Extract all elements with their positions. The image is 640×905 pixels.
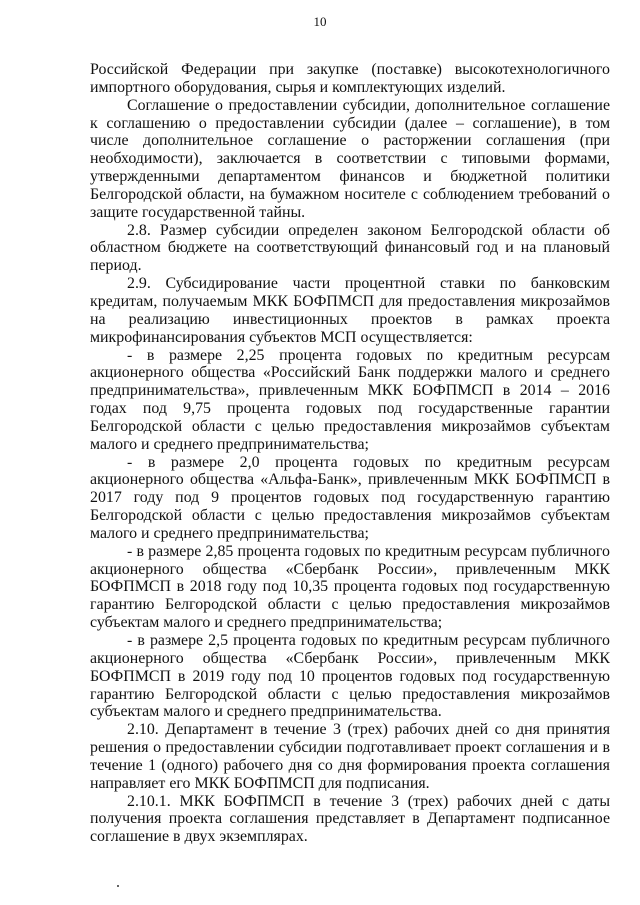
list-item-sber-2019: - в размере 2,5 процента годовых по кредитным ресурсам публичного акционерного общества «Сбербанк России», привлеченным МКК БОФПМСП в 2019 году под 10 процентов годовых под государственную гарантию Белгородской области с целью предоставления микрозаймов субъектам малого и среднего предпринимательства.: [90, 632, 610, 721]
paragraph-2-9: 2.9. Субсидирование части процентной ставки по банковским кредитам, получаемым МКК БОФПМСП для предоставления микрозаймов на реализацию инвестиционных проектов в рамках проекта микрофинансирования субъектов МСП осуществляется:: [90, 275, 610, 346]
paragraph-2-8: 2.8. Размер субсидии определен законом Белгородской области об областном бюджете на соответствующий финансовый год и на плановый период.: [90, 221, 610, 275]
paragraph-continuation: Российской Федерации при закупке (поставке) высокотехнологичного импортного оборудования, сырья и комплектующих изделий.: [90, 61, 610, 96]
paragraph-2-10: 2.10. Департамент в течение 3 (трех) рабочих дней со дня принятия решения о предоставлении субсидии подготавливает проект соглашения и в течение 1 (одного) рабочего дня со дня формирования проекта соглашения направляет его МКК БОФПМСП для подписания.: [90, 721, 610, 792]
list-item-rsb: - в размере 2,25 процента годовых по кредитным ресурсам акционерного общества «Российский Банк поддержки малого и среднего предпринимательства», привлеченным МКК БОФПМСП в 2014 – 2016 годах под 9,75 процента годовых под государственные гарантии Белгородской области с целью предоставления микрозаймов субъектам малого и среднего предпринимательства;: [90, 346, 610, 453]
scan-speck: [117, 885, 119, 887]
list-item-alfa: - в размере 2,0 процента годовых по кредитным ресурсам акционерного общества «Альфа-Банк», привлеченным МКК БОФПМСП в 2017 году под 9 процентов годовых под государственную гарантию Белгородской области с целью предоставления микрозаймов субъектам малого и среднего предпринимательства;: [90, 453, 610, 542]
list-item-sber-2018: - в размере 2,85 процента годовых по кредитным ресурсам публичного акционерного общества «Сбербанк России», привлеченным МКК БОФПМСП в 2018 году под 10,35 процента годовых под государственную гарантию Белгородской области с целью предоставления микрозаймов субъектам малого и среднего предпринимательства;: [90, 542, 610, 632]
document-body: [90, 61, 610, 846]
page-number: 10: [313, 14, 327, 29]
paragraph-agreement: Соглашение о предоставлении субсидии, дополнительное соглашение к соглашению о предоставлении субсидии (далее – соглашение), в том числе дополнительное соглашение о расторжении соглашения (при необходимости), заключается в соответствии с типовыми формами, утвержденными департаментом финансов и бюджетной политики Белгородской области, на бумажном носителе с соблюдением требований о защите государственной тайны.: [90, 96, 610, 221]
paragraph-2-10-1: 2.10.1. МКК БОФПМСП в течение 3 (трех) рабочих дней с даты получения проекта соглашения представляет в Департамент подписанное соглашение в двух экземплярах.: [90, 792, 610, 846]
